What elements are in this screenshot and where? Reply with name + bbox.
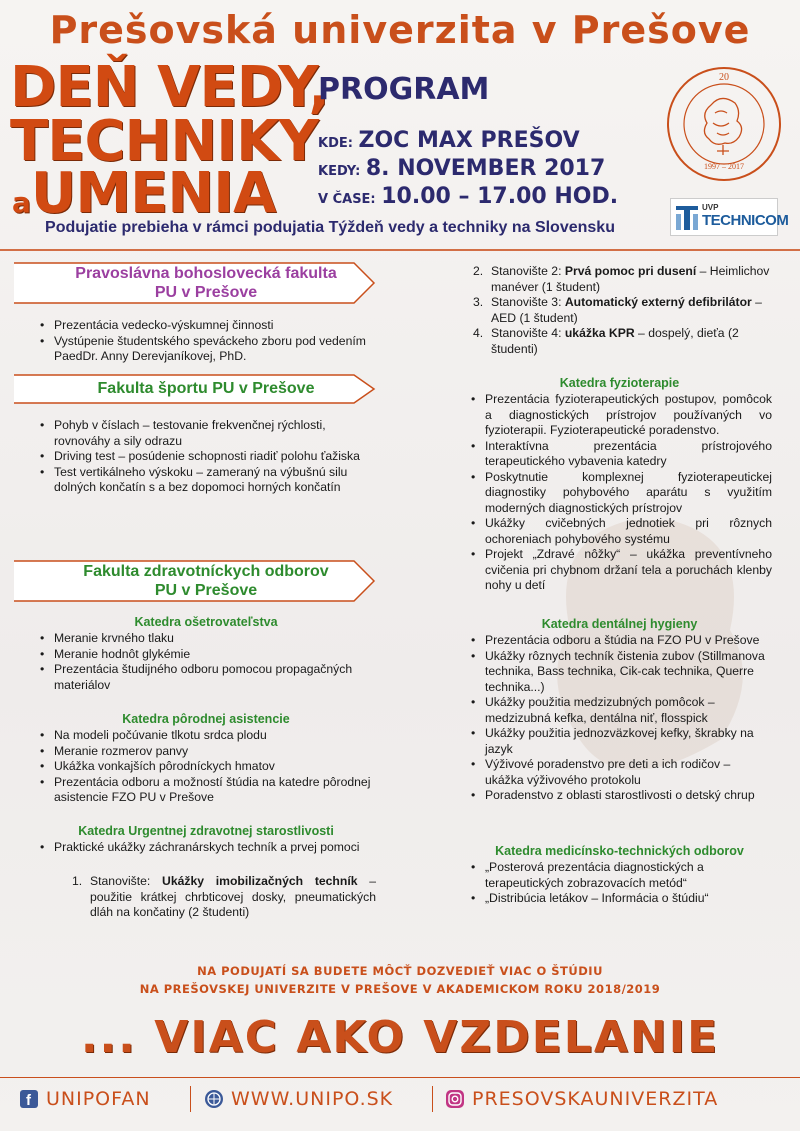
facebook-link[interactable] <box>20 1088 151 1110</box>
slogan: ... VIAC AKO VZDELANIE <box>80 1012 720 1063</box>
event-title-a: a <box>12 186 31 219</box>
footer-note-line2: NA PREŠOVSKEJ UNIVERZITE V PREŠOVE V AKADEMICKOM ROKU 2018/2019 <box>139 982 661 996</box>
where-value: ZOC MAX PREŠOV <box>358 128 580 153</box>
footer-divider <box>0 1077 800 1078</box>
list-item: • Prezentácia fyzioterapeutických postupov, pomôcok a diagnostických prístrojov používaných vo fyzioterapii. Fyzioterapeutické poradenstvo. <box>467 392 772 439</box>
website-link[interactable] <box>205 1088 393 1110</box>
dept-medtech-list <box>467 860 772 907</box>
dept-midwifery-list <box>36 728 376 806</box>
time-value: 10.00 – 17.00 HOD. <box>381 184 619 209</box>
university-seal <box>665 65 783 183</box>
list-item: • „Posterová prezentácia diagnostických a terapeutických zobrazovacích metód“ <box>467 860 772 891</box>
list-item: 4. Stanovište 4: ukážka KPR – dospelý, dieťa (2 študenti) <box>473 326 739 356</box>
list-item: • „Distribúcia letákov – Informácia o štúdiu“ <box>467 891 772 907</box>
list-item: 3. Stanovište 3: Automatický externý defibrilátor – AED (1 študent) <box>473 295 762 325</box>
logo-technicom: TECHNICOM <box>702 212 789 229</box>
event-title-umenia: UMENIA <box>30 161 276 226</box>
faculty3-title-line2: PU v Prešove <box>154 582 258 599</box>
faculty2-title: Fakulta športu PU v Prešove <box>97 380 315 397</box>
time-label: V ČASE: <box>318 192 376 207</box>
list-item: 1. Stanovište: Ukážky imobilizačných techník – použitie krátkej chrbticovej dosky, pneumatických dláh na končatiny (2 študenti) <box>72 874 376 919</box>
when-row <box>318 156 605 181</box>
when-value: 8. NOVEMBER 2017 <box>365 156 606 181</box>
footer-separator <box>190 1086 191 1112</box>
dept-midwifery-title: Katedra pôrodnej asistencie <box>122 712 290 726</box>
event-title-line3 <box>12 161 276 226</box>
list-item: • Ukážky použitia medzizubných pomôcok – medzizubná kefka, dentálna niť, flosspick <box>467 695 772 726</box>
where-label: KDE: <box>318 136 353 151</box>
list-item: • Vystúpenie študentského speváckeho zboru pod vedením PaedDr. Anny Derevjaníkovej, PhD. <box>36 334 376 365</box>
list-item: • Ukážka vonkajších pôrodníckych hmatov <box>36 759 376 775</box>
dept-nursing-title: Katedra ošetrovateľstva <box>134 615 278 629</box>
instagram-icon <box>446 1090 464 1108</box>
event-subtitle: Podujatie prebieha v rámci podujatia Týždeň vedy a techniky na Slovensku <box>45 219 615 236</box>
university-name: Prešovská univerzita v Prešove <box>49 8 751 52</box>
seal-years: 1997 – 2017 <box>704 162 744 171</box>
seal-icon <box>665 65 783 183</box>
list-item: • Poradenstvo z oblasti starostlivosti o detský chrup <box>467 788 772 804</box>
where-row <box>318 128 580 153</box>
list-item: • Interaktívna prezentácia prístrojového terapeutického vybavenia katedry <box>467 439 772 470</box>
footer-separator <box>432 1086 433 1112</box>
dept-nursing-list <box>36 631 376 693</box>
list-item: • Prezentácia odboru a štúdia na FZO PU v Prešove <box>467 633 772 649</box>
website-label: WWW.UNIPO.SK <box>231 1088 394 1110</box>
emergency-steps-continued <box>473 264 773 357</box>
facebook-icon <box>20 1090 38 1108</box>
when-label: KEDY: <box>318 164 361 179</box>
list-item: • Výživové poradenstvo pre deti a ich rodičov – ukážka výživového protokolu <box>467 757 772 788</box>
list-item: • Praktické ukážky záchranárskych techník a prvej pomoci <box>36 840 376 856</box>
faculty1-list <box>36 318 376 365</box>
globe-icon <box>205 1090 223 1108</box>
list-item: • Pohyb v číslach – testovanie frekvenčnej rýchlosti, rovnováhy a sily odrazu <box>36 418 376 449</box>
logo-uvp: UVP <box>702 203 719 212</box>
footer-note <box>0 962 800 998</box>
list-item: • Ukážky rôznych techník čistenia zubov (Stillmanova technika, Bass technika, Cik-cak technika, Querre technika...) <box>467 649 772 696</box>
dept-physio-list <box>467 392 772 594</box>
dept-medtech-title: Katedra medicínsko-technických odborov <box>495 844 744 858</box>
list-item: • Ukážky použitia jednozväzkovej kefky, škrabky na jazyk <box>467 726 772 757</box>
event-title-line2: TECHNIKY <box>10 109 319 174</box>
list-item: • Na modeli počúvanie tlkotu srdca plodu <box>36 728 376 744</box>
technicom-mark-icon <box>676 204 698 230</box>
seal-year-top: 20 <box>719 72 729 83</box>
dept-emergency-list <box>36 840 376 856</box>
list-item: • Prezentácia odboru a možností štúdia na katedre pôrodnej asistencie FZO PU v Prešove <box>36 775 376 806</box>
faculty1-title-line1: Pravoslávna bohoslovecká fakulta <box>75 265 337 282</box>
list-item: • Meranie hodnôt glykémie <box>36 647 376 663</box>
list-item: • Meranie rozmerov panvy <box>36 744 376 760</box>
faculty2-list <box>36 418 376 496</box>
facebook-label: UNIPOFAN <box>46 1088 151 1110</box>
list-item: 2. Stanovište 2: Prvá pomoc pri dusení – Heimlichov manéver (1 študent) <box>473 264 770 294</box>
list-item: • Prezentácia študijného odboru pomocou propagačných materiálov <box>36 662 376 693</box>
program-heading: PROGRAM <box>318 72 490 107</box>
dept-emergency-title: Katedra Urgentnej zdravotnej starostlivosti <box>78 824 334 838</box>
list-item: • Ukážky cvičebných jednotiek pri rôznych ochoreniach pohybového systému <box>467 516 772 547</box>
dept-dental-list <box>467 633 772 804</box>
event-title-line1: DEŇ VEDY, <box>10 55 329 120</box>
svg-text:f: f <box>26 1092 32 1108</box>
instagram-label: PRESOVSKAUNIVERZITA <box>472 1088 719 1110</box>
dept-physio-title: Katedra fyzioterapie <box>559 376 680 390</box>
faculty1-title-line2: PU v Prešove <box>154 284 258 301</box>
faculty3-title-line1: Fakulta zdravotníckych odborov <box>83 563 329 580</box>
list-item: • Driving test – posúdenie schopnosti riadiť polohu ťažiska <box>36 449 376 465</box>
list-item: • Meranie krvného tlaku <box>36 631 376 647</box>
instagram-link[interactable] <box>446 1088 718 1110</box>
dept-dental-title: Katedra dentálnej hygieny <box>541 617 698 631</box>
list-item: • Projekt „Zdravé nôžky“ – ukážka preventívneho cvičenia pri chybnom držaní tela a poruchách klenby nohy u detí <box>467 547 772 594</box>
list-item: • Poskytnutie komplexnej fyzioterapeutickej diagnostiky pohybového aparátu s využitím moderných diagnostických prístrojov <box>467 470 772 517</box>
list-item: • Test vertikálneho výskoku – zameraný na výbušnú silu dolných končatín s a bez dopomoci horných končatín <box>36 465 376 496</box>
footer-note-line1: NA PODUJATÍ SA BUDETE MÔCŤ DOZVEDIEŤ VIAC O ŠTÚDIU <box>197 964 603 978</box>
header-divider <box>0 249 800 251</box>
time-row <box>318 184 618 209</box>
emergency-steps-list <box>72 874 376 921</box>
list-item: • Prezentácia vedecko-výskumnej činnosti <box>36 318 376 334</box>
